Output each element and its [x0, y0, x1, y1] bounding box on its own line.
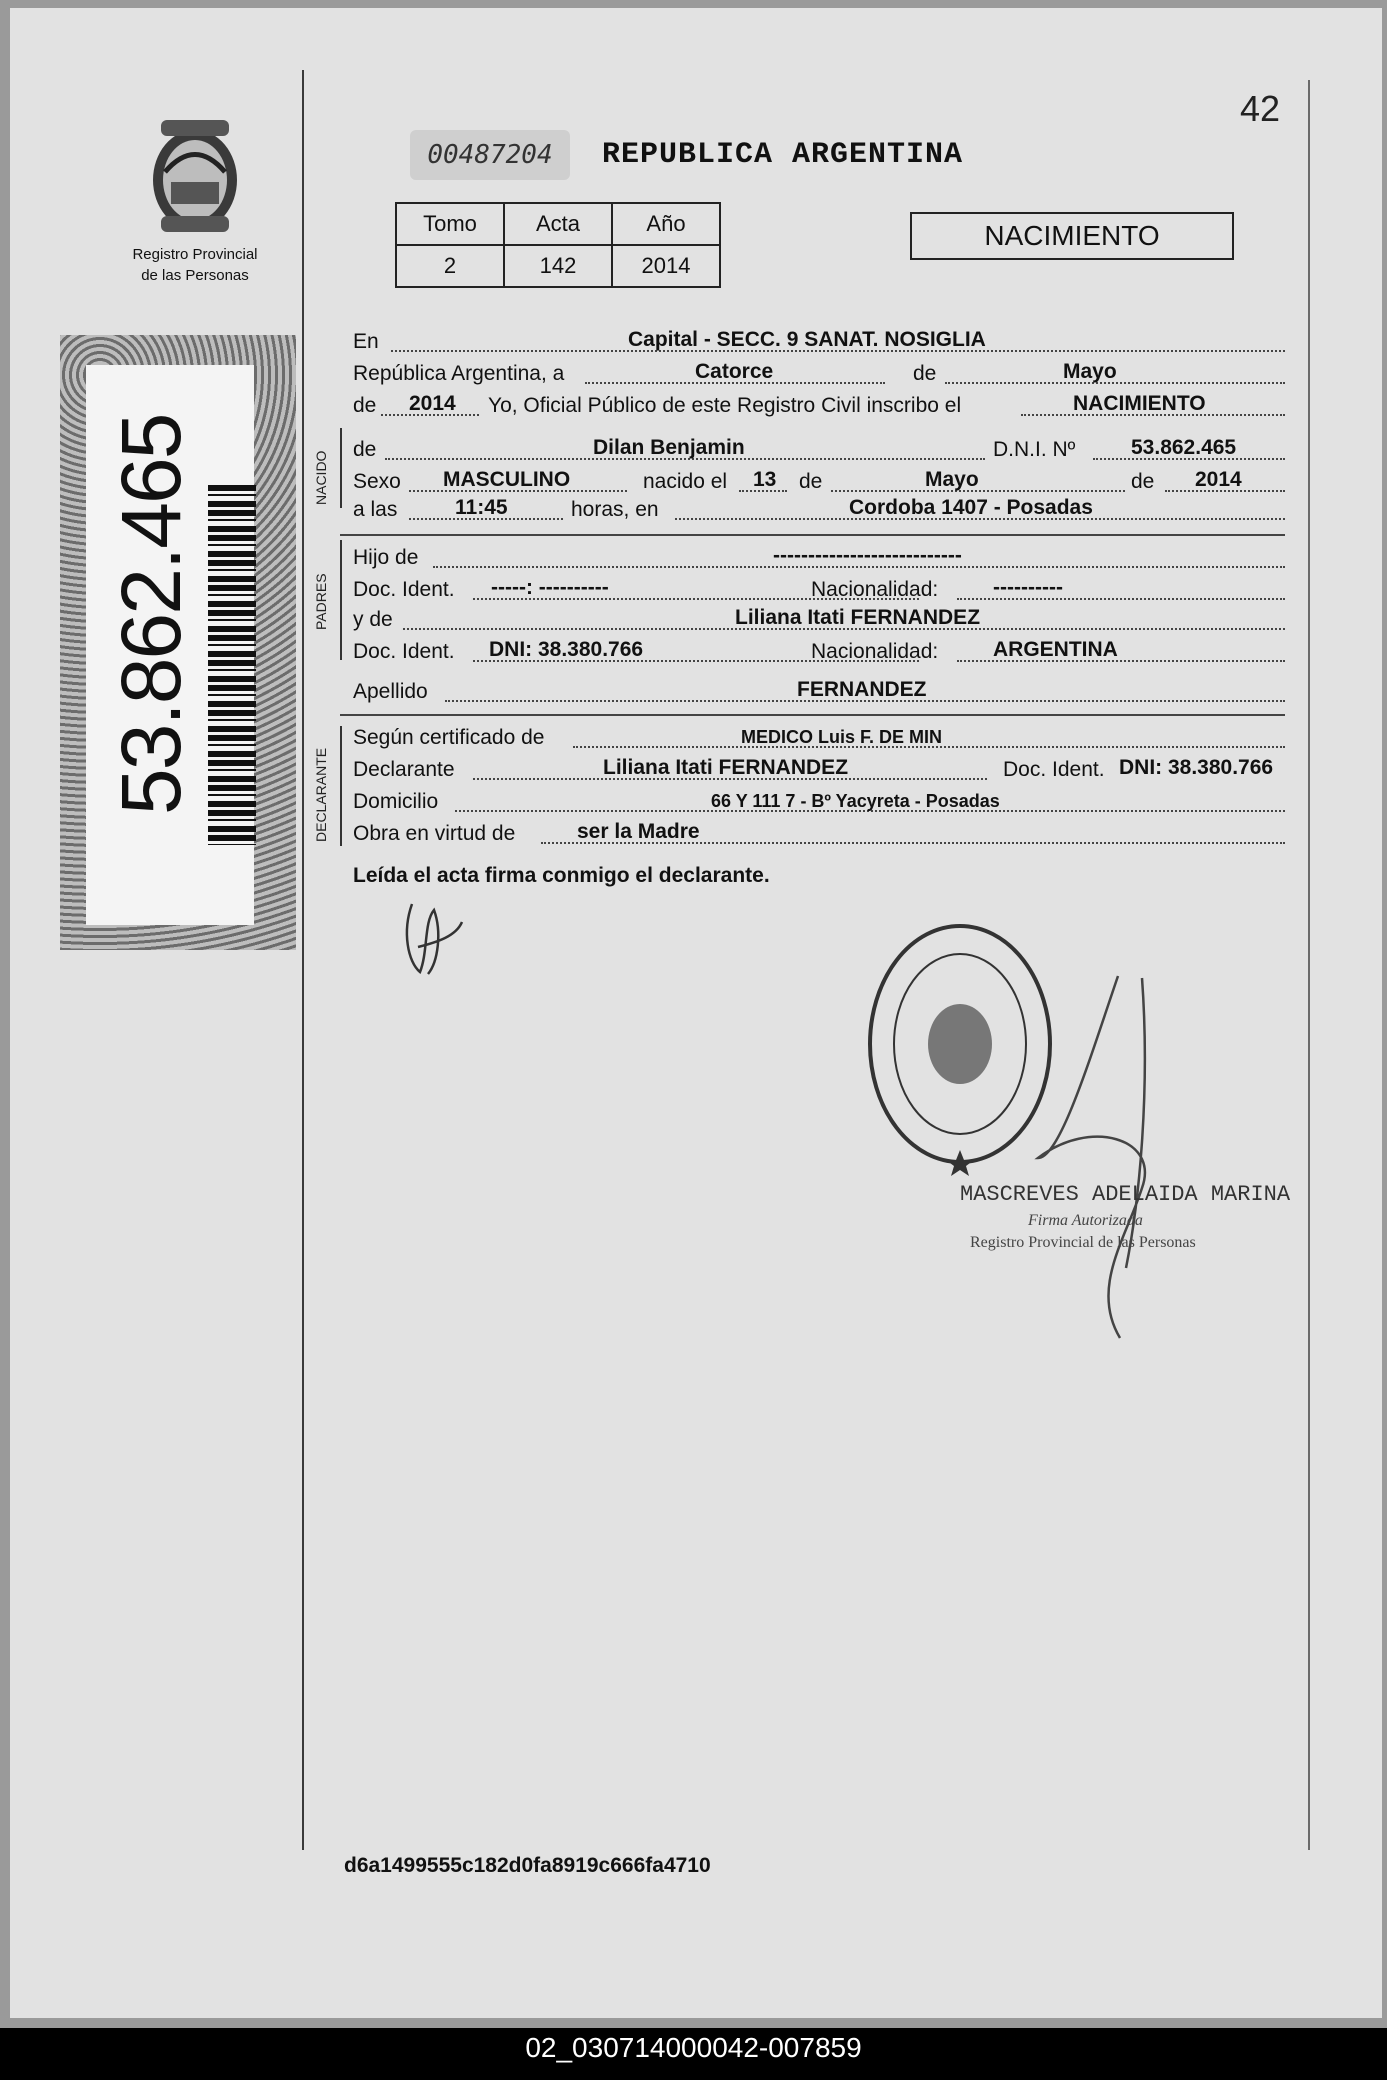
dni-sticker-number: 53.862.465 [104, 414, 198, 815]
year-value: 2014 [409, 392, 456, 415]
divider-nacido [340, 534, 1285, 536]
act-type: NACIMIENTO [1073, 392, 1206, 415]
acta-value: 142 [504, 245, 612, 287]
padres-bracket [340, 540, 342, 660]
row-mother [353, 604, 1285, 634]
row-certificado [353, 722, 1285, 752]
stamp-organization: Registro Provincial de las Personas [970, 1234, 1196, 1251]
obra-label: Obra en virtud de [353, 822, 516, 845]
registry-name-line2: de las Personas [141, 267, 249, 284]
birth-month: Mayo [925, 468, 979, 491]
oficial-text: Yo, Oficial Público de este Registro Civil inscribo el [488, 394, 962, 417]
birth-day: 13 [753, 468, 777, 491]
birth-time: 11:45 [455, 496, 508, 519]
row-declarante [353, 754, 1285, 784]
stamp-official-name: MASCREVES ADELAIDA MARINA [960, 1182, 1291, 1207]
registry-logo [130, 112, 260, 282]
row-apellido [353, 676, 1285, 706]
row-en [353, 326, 1285, 356]
row-hijo [353, 542, 1285, 572]
mother-name: Liliana Itati FERNANDEZ [735, 606, 981, 629]
declarante-label: Declarante [353, 758, 455, 781]
doc1-label: Doc. Ident. [353, 578, 455, 601]
footer-file-id: 02_030714000042-007859 [525, 2032, 862, 2063]
nac2-label: Nacionalidad: [811, 640, 939, 663]
nacido-label: nacido el [643, 470, 728, 493]
registrar-signature-icon [1030, 968, 1200, 1348]
decl-doc-label: Doc. Ident. [1003, 758, 1105, 781]
birth-year: 2014 [1195, 468, 1242, 491]
decl-doc-value: DNI: 38.380.766 [1119, 756, 1274, 779]
domicilio-label: Domicilio [353, 790, 439, 813]
child-name: Dilan Benjamin [593, 436, 745, 459]
barcode-icon [208, 485, 256, 845]
republica-label: República Argentina, a [353, 362, 565, 385]
domicilio-value: 66 Y 111 7 - Bº Yacyreta - Posadas [711, 791, 1000, 811]
divider-apellido [340, 714, 1285, 716]
father-nationality: ---------- [993, 576, 1063, 599]
en-value: Capital - SECC. 9 SANAT. NOSIGLIA [628, 328, 986, 351]
row-hora [353, 494, 1285, 524]
row-doc2 [353, 636, 1285, 666]
row-obra [353, 818, 1285, 848]
yde-label: y de [353, 608, 393, 631]
acta-header: Acta [504, 203, 612, 245]
row-domicilio [353, 786, 1285, 816]
sexo-value: MASCULINO [443, 468, 571, 491]
padres-side-label: PADRES [313, 573, 329, 630]
apellido-value: FERNANDEZ [797, 678, 927, 701]
registry-name-line1: Registro Provincial [132, 246, 258, 263]
father-doc: -----: ---------- [491, 576, 609, 599]
month-de-label: de [913, 362, 937, 385]
birth-de2: de [1131, 470, 1155, 493]
year-label: de [353, 394, 377, 417]
page-number: 42 [1240, 88, 1281, 129]
alas-label: a las [353, 498, 398, 521]
declarant-signature-icon [398, 892, 468, 982]
tomo-header: Tomo [396, 203, 504, 245]
nacido-side-label: NACIDO [313, 450, 329, 505]
name-label: de [353, 438, 377, 461]
en-label: En [353, 330, 379, 353]
stamp-role: Firma Autorizada [1028, 1212, 1143, 1229]
row-sexo [353, 466, 1285, 496]
coat-of-arms-icon [135, 112, 255, 237]
sexo-label: Sexo [353, 470, 401, 493]
apellido-label: Apellido [353, 680, 428, 703]
row-doc1 [353, 574, 1285, 604]
row-republica [353, 358, 1285, 388]
declarante-bracket [340, 726, 342, 846]
declarante-side-label: DECLARANTE [313, 747, 329, 842]
dni-sticker [60, 335, 296, 950]
birth-place: Cordoba 1407 - Posadas [849, 496, 1093, 519]
month-value: Mayo [1063, 360, 1117, 383]
day-words: Catorce [695, 360, 774, 383]
dni-sticker-label [86, 365, 254, 925]
row-year [353, 390, 1285, 420]
cert-value: MEDICO Luis F. DE MIN [741, 727, 943, 747]
child-dni: 53.862.465 [1131, 436, 1237, 459]
father-name: --------------------------- [773, 544, 962, 567]
serial-number: 00487204 [410, 130, 570, 180]
mother-doc: DNI: 38.380.766 [489, 638, 644, 661]
tomo-value: 2 [396, 245, 504, 287]
document-hash: d6a1499555c182d0fa8919c666fa4710 [344, 1854, 711, 1877]
left-margin-rule [302, 70, 304, 1850]
obra-value: ser la Madre [577, 820, 700, 843]
doc2-label: Doc. Ident. [353, 640, 455, 663]
dni-label: D.N.I. Nº [993, 438, 1076, 461]
nacido-bracket [340, 428, 342, 508]
country-title: REPUBLICA ARGENTINA [602, 138, 964, 172]
birth-de1: de [799, 470, 823, 493]
record-type-box: NACIMIENTO [910, 212, 1234, 260]
volume-table [395, 202, 721, 288]
hijo-label: Hijo de [353, 546, 419, 569]
anio-value: 2014 [612, 245, 720, 287]
nac1-label: Nacionalidad: [811, 578, 939, 601]
mother-nationality: ARGENTINA [993, 638, 1118, 661]
declarante-value: Liliana Itati FERNANDEZ [603, 756, 849, 779]
cert-label: Según certificado de [353, 726, 545, 749]
anio-header: Año [612, 203, 720, 245]
closing-statement: Leída el acta firma conmigo el declarante. [353, 864, 770, 887]
row-name [353, 434, 1285, 464]
right-margin-rule [1308, 80, 1310, 1850]
horas-label: horas, en [571, 498, 659, 521]
